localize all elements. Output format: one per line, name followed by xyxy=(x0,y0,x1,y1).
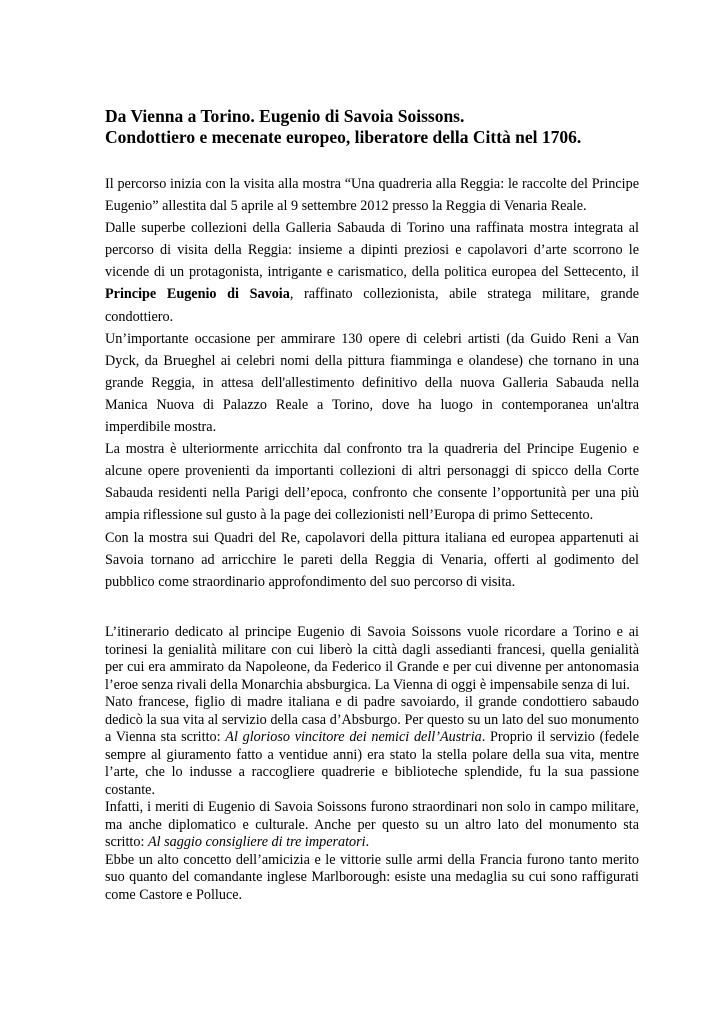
paragraph: L’itinerario dedicato al principe Eugenio di Savoia Soissons vuole ricordare a Torino e ai torinesi la genialità militare con cui liberò la città dagli assedianti francesi, quella genialità per cui era ammirato da Napoleone, da Federico il Grande e per cui divenne per antonomasia l’eroe senza rivali della Monarchia absburgica. La Vienna di oggi è impensabile senza di lui. xyxy=(105,624,639,693)
paragraph xyxy=(105,694,639,799)
paragraph: Un’importante occasione per ammirare 130 opere di celebri artisti (da Guido Reni a Van Dyck, da Brueghel ai celebri nomi della pittura fiamminga e olandese) che tornano in una grande Reggia, in attesa dell'allestimento definitivo della nuova Galleria Sabauda nella Manica Nuova di Palazzo Reale a Torino, dove ha luogo in contemporanea un'altra imperdibile mostra. xyxy=(105,330,639,436)
paragraph-text: Infatti, i meriti di Eugenio di Savoia Soissons furono straordinari non solo in campo militare, ma anche diplomatico e culturale. Anche per questo su un altro lato del monumento sta scritto: xyxy=(105,799,639,850)
paragraph-text: Dalle superbe collezioni della Galleria Sabauda di Torino una raffinata mostra integrata al percorso di visita della Reggia: insieme a dipinti preziosi e capolavori d’arte scorrono le vicende di un protagonista, intrigante e carismatico, della politica europea del Settecento, il xyxy=(105,220,639,281)
paragraph-text: Nato francese, figlio di madre italiana e di padre savoiardo, il grande condottiero sabaudo dedicò la sua vita al servizio della casa d’Absburgo. Per questo su un lato del suo monumento a Vienna sta scritto: xyxy=(105,694,639,745)
document-title xyxy=(105,106,665,148)
title-line-1: Da Vienna a Torino. Eugenio di Savoia Soissons. xyxy=(105,106,465,126)
italic-quote: Al glorioso vincitore dei nemici dell’Austria xyxy=(225,729,482,745)
paragraph-text: , raffinato collezionista, abile stratega militare, grande condottiero. xyxy=(105,286,639,325)
paragraph-text: . Proprio il servizio (fedele sempre al giuramento fatto a ventidue anni) era stato la stella polare della sua vita, mentre l’arte, che lo indusse a raccogliere quadrerie e biblioteche splendide, fu la sua passione costante. xyxy=(105,729,639,798)
exhibition-section xyxy=(105,173,639,593)
paragraph xyxy=(105,217,639,327)
italic-quote: Al saggio consigliere di tre imperatori xyxy=(147,834,366,850)
title-line-2: Condottiero e mecenate europeo, liberatore della Città nel 1706. xyxy=(105,127,582,147)
paragraph-text: . xyxy=(365,834,370,850)
paragraph: Il percorso inizia con la visita alla mostra “Una quadreria alla Reggia: le raccolte del Principe Eugenio” allestita dal 5 aprile al 9 settembre 2012 presso la Reggia di Venaria Reale. xyxy=(105,176,639,215)
paragraph: La mostra è ulteriormente arricchita dal confronto tra la quadreria del Principe Eugenio e alcune opere provenienti da importanti collezioni di altri personaggi di spicco della Corte Sabauda residenti nella Parigi dell’epoca, confronto che consente l’opportunità per una più ampia riflessione sul gusto à la page dei collezionisti nell’Europa di primo Settecento. xyxy=(105,441,639,524)
bold-name: Principe Eugenio di Savoia xyxy=(105,286,290,303)
itinerary-section xyxy=(105,624,639,904)
paragraph xyxy=(105,799,639,852)
paragraph: Con la mostra sui Quadri del Re, capolavori della pittura italiana ed europea appartenuti ai Savoia tornano ad arricchire le pareti della Reggia di Venaria, offerti al godimento del pubblico come straordinario approfondimento del suo percorso di visita. xyxy=(105,529,639,590)
paragraph: Ebbe un alto concetto dell’amicizia e le vittorie sulle armi della Francia furono tanto merito suo quanto del comandante inglese Marlborough: esiste una medaglia su cui sono raffigurati come Castore e Polluce. xyxy=(105,851,639,903)
